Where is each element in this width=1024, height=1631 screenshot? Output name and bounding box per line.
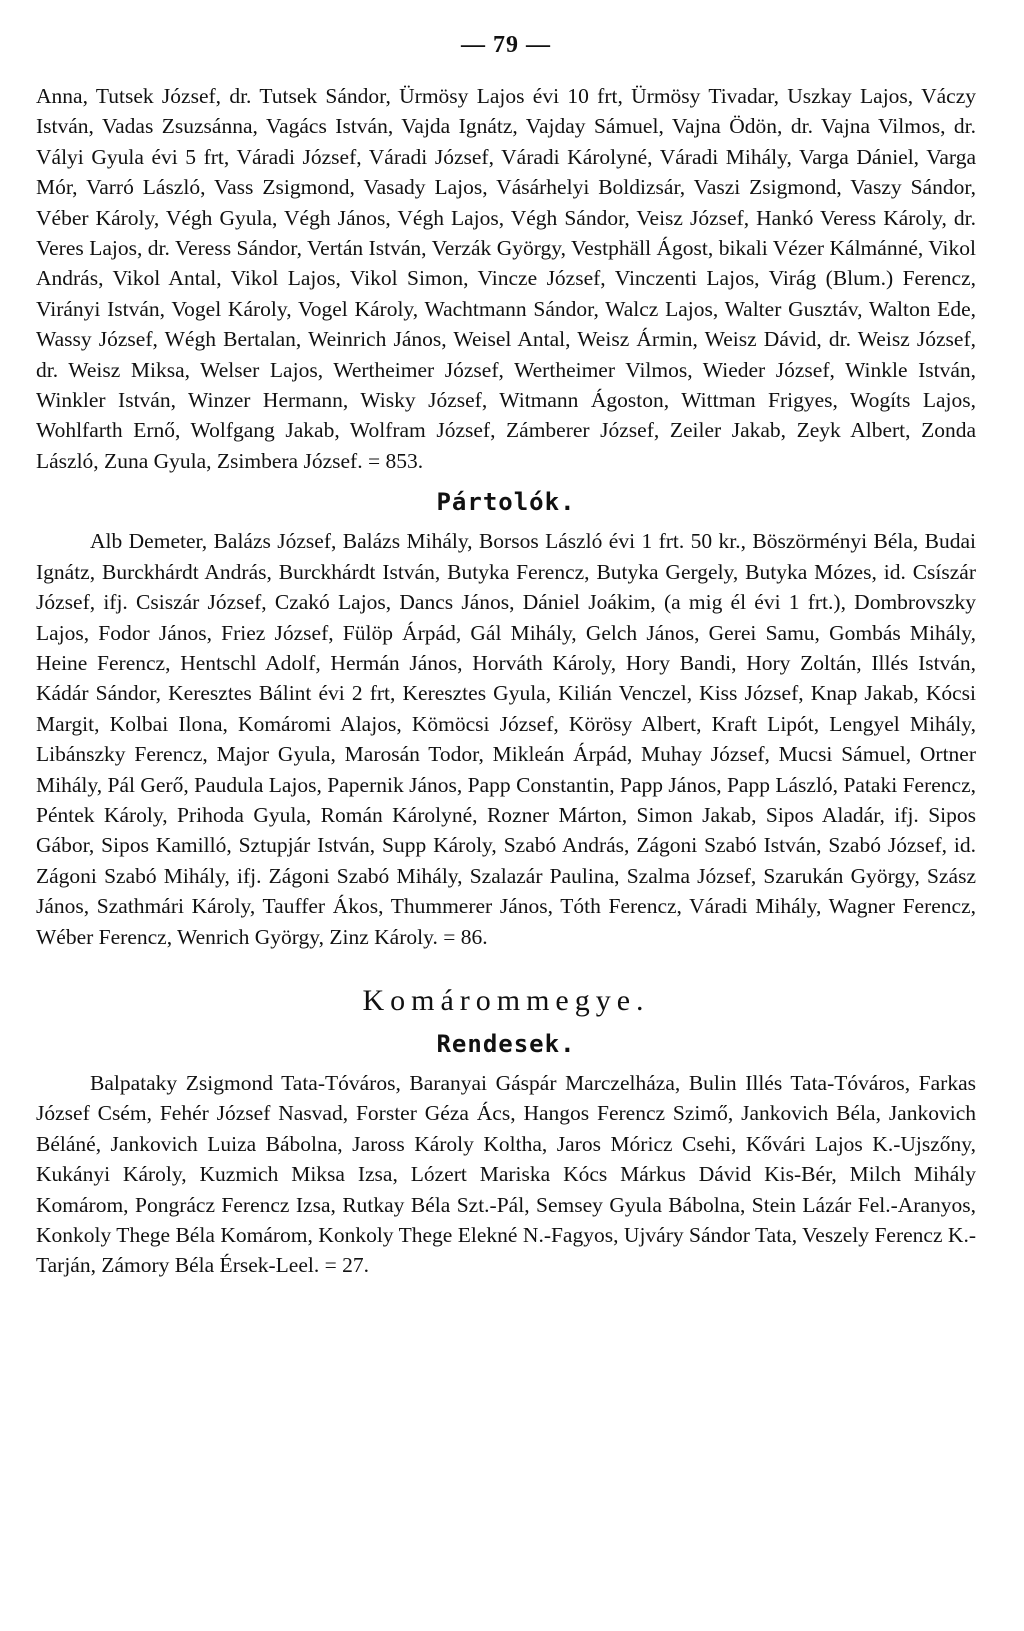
patrons-heading: Pártolók. — [436, 488, 576, 517]
regular-members-heading: Rendesek. — [436, 1029, 576, 1058]
members-list-paragraph: Anna, Tutsek József, dr. Tutsek Sándor, Ürmösy Lajos évi 10 frt, Ürmösy Tivadar, Uszkay Lajos, Váczy István, Vadas Zsuzsánna, Vagács István, Vajda Ignátz, Vajday Sámuel, Vajna Ödön, dr. Vajna Vilmos, dr. Vályi Gyula évi 5 frt, Váradi József, Váradi József, Váradi Károlyné, Váradi Mihály, Varga Dániel, Varga Mór, Varró László, Vass Zsigmond, Vasady Lajos, Vásárhelyi Boldizsár, Vaszi Zsigmond, Vaszy Sándor, Véber Károly, Végh Gyula, Végh János, Végh Lajos, Végh Sándor, Veisz József, Hankó Veress Károly, dr. Veres Lajos, dr. Veress Sándor, Vertán István, Verzák György, Vestphäll Ágost, bikali Vézer Kálmánné, Vikol András, Vikol Antal, Vikol Lajos, Vikol Simon, Vincze József, Vinczenti Lajos, Virág (Blum.) Ferencz, Virányi István, Vogel Károly, Vogel Károly, Wachtmann Sándor, Walcz Lajos, Walter Gusztáv, Walton Ede, Wassy József, Wégh Bertalan, Weinrich János, Weisel Antal, Weisz Ármin, Weisz Dávid, dr. Weisz József, dr. Weisz Miksa, Welser Lajos, Wertheimer József, Wertheimer Vilmos, Wieder József, Winkle István, Winkler István, Winzer Hermann, Wisky József, Witmann Ágoston, Wittman Frigyes, Wogíts Lajos, Wohlfarth Ernő, Wolfgang Jakab, Wolfram József, Zámberer József, Zeiler Jakab, Zeyk Albert, Zonda László, Zuna Gyula, Zsimbera József. = 853. — [36, 84, 976, 473]
county-members-paragraph: Balpataky Zsigmond Tata-Tóváros, Baranyai Gáspár Marczelháza, Bulin Illés Tata-Tóváros, Farkas József Csém, Fehér József Nasvad, Forster Géza Ács, Hangos Ferencz Szimő, Jankovich Béla, Jankovich Béláné, Jankovich Luiza Bábolna, Jaross Károly Koltha, Jaros Móricz Csehi, Kővári Lajos K.-Ujszőny, Kukányi Károly, Kuzmich Miksa Izsa, Lózert Mariska Kócs Márkus Dávid Kis-Bér, Milch Mihály Komárom, Pongrácz Ferencz Izsa, Rutkay Béla Szt.-Pál, Semsey Gyula Bábolna, Stein Lázár Fel.-Aranyos, Konkoly Thege Béla Komárom, Konkoly Thege Elekné N.-Fagyos, Ujváry Sándor Tata, Veszely Ferencz K.-Tarján, Zámory Béla Érsek-Leel. = 27. — [36, 1070, 976, 1278]
county-heading: Komárommegye. — [362, 983, 650, 1017]
page-number: — 79 — — [461, 32, 551, 58]
patrons-list-paragraph: Alb Demeter, Balázs József, Balázs Mihály, Borsos László évi 1 frt. 50 kr., Böszörményi Béla, Budai Ignátz, Burckhárdt András, Burckhárdt István, Butyka Ferencz, Butyka Gergely, Butyka Mózes, id. Csíszár József, ifj. Csiszár József, Czakó Lajos, Dancs János, Dániel Joákim, (a mig él évi 1 frt.), Dombrovszky Lajos, Fodor János, Friez József, Fülöp Árpád, Gál Mihály, Gelch János, Gerei Samu, Gombás Mihály, Heine Ferencz, Hentschl Adolf, Hermán János, Horváth Károly, Hory Bandi, Hory Zoltán, Illés István, Kádár Sándor, Keresztes Bálint évi 2 frt, Keresztes Gyula, Kilián Venczel, Kiss József, Knap Jakab, Kócsi Margit, Kolbai Ilona, Komáromi Alajos, Kömöcsi József, Körösy Albert, Kraft Lipót, Lengyel Mihály, Libánszky Ferencz, Major Gyula, Marosán Todor, Mikleán Árpád, Muhay József, Mucsi Sámuel, Ortner Mihály, Pál Gerő, Paudula Lajos, Papernik János, Papp Constantin, Papp János, Papp László, Pataki Ferencz, Péntek Károly, Prihoda Gyula, Román Károlyné, Rozner Márton, Simon Jakab, Sipos Aladár, ifj. Sipos Gábor, Sipos Kamilló, Sztupjár István, Supp Károly, Szabó András, Zágoni Szabó István, Szabó József, id. Zágoni Szabó Mihály, ifj. Zágoni Szabó Mihály, Szalazár Paulina, Szalma József, Szarukán György, Szász János, Szathmári Károly, Tauffer Ákos, Thummerer János, Tóth Ferencz, Váradi Mihály, Wagner Ferencz, Wéber Ferencz, Wenrich György, Zinz Károly. = 86. — [36, 529, 976, 949]
